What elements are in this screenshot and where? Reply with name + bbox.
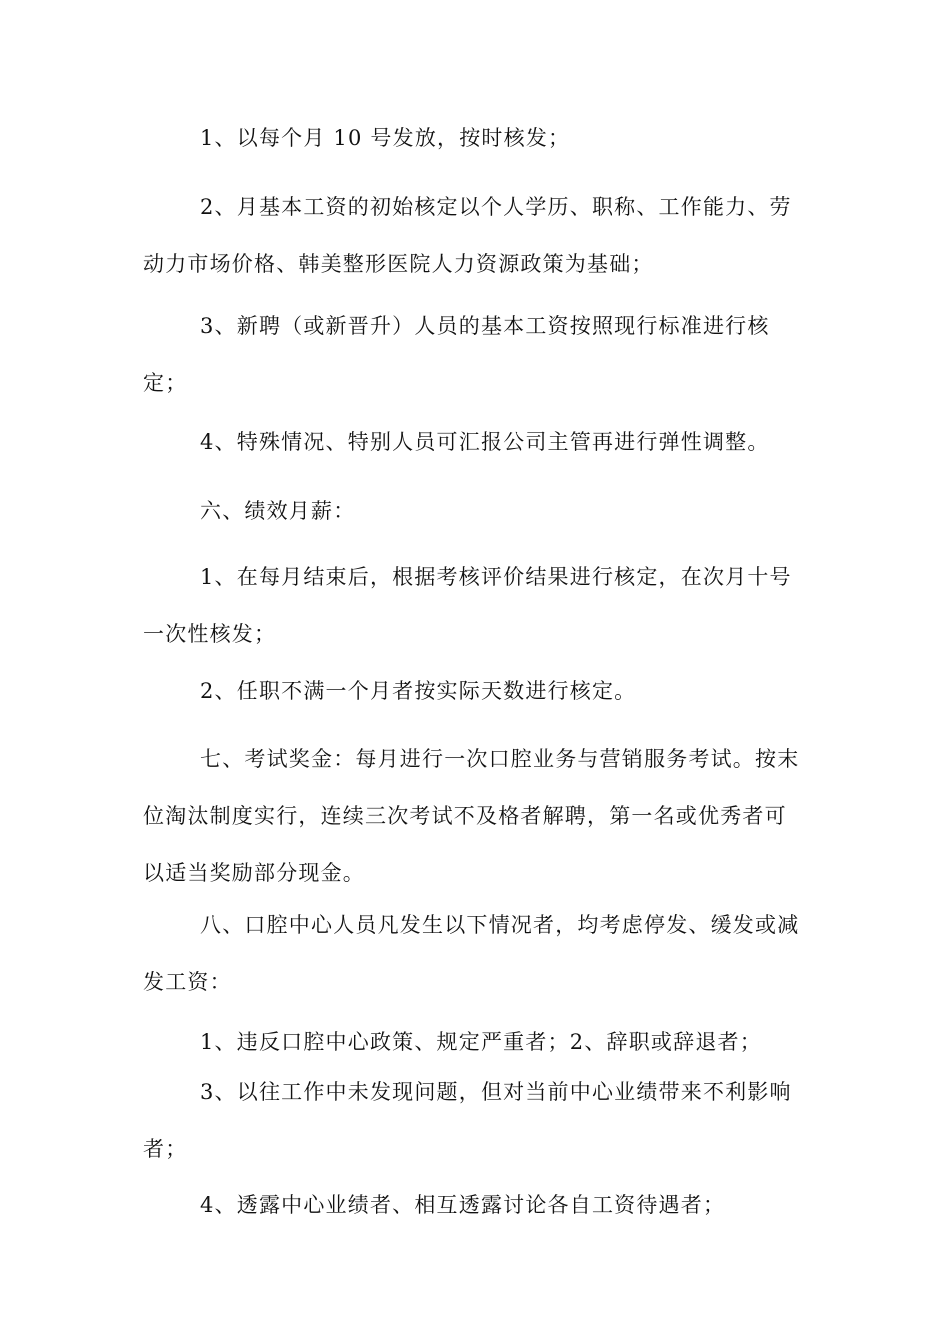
- paragraph-base-salary-basis: 2、月基本工资的初始核定以个人学历、职称、工作能力、劳动力市场价格、韩美整形医院人力资源政策为基础；: [143, 195, 792, 276]
- paragraph-salary-disclosure: 4、透露中心业绩者、相互透露讨论各自工资待遇者；: [200, 1193, 726, 1217]
- paragraph-exam-bonus: 七、考试奖金：每月进行一次口腔业务与营销服务考试。按末位淘汰制度实行，连续三次考试不及格者解聘，第一名或优秀者可以适当奖励部分现金。: [143, 747, 800, 885]
- paragraph-salary-date: 1、以每个月 10 号发放，按时核发；: [200, 126, 571, 150]
- section-heading-performance-pay: 六、绩效月薪：: [200, 499, 356, 523]
- paragraph-partial-month: 2、任职不满一个月者按实际天数进行核定。: [200, 679, 637, 703]
- paragraph-undiscovered-issues: 3、以往工作中未发现问题，但对当前中心业绩带来不利影响者；: [143, 1080, 792, 1161]
- paragraph-new-hire-salary: 3、新聘（或新晋升）人员的基本工资按照现行标准进行核定；: [143, 314, 770, 395]
- paragraph-policy-violation: 1、违反口腔中心政策、规定严重者；2、辞职或辞退者；: [200, 1030, 762, 1054]
- paragraph-special-adjustment: 4、特殊情况、特别人员可汇报公司主管再进行弹性调整。: [200, 430, 770, 454]
- paragraph-salary-withholding: 八、口腔中心人员凡发生以下情况者，均考虑停发、缓发或减发工资：: [143, 913, 800, 994]
- paragraph-performance-review: 1、在每月结束后，根据考核评价结果进行核定，在次月十号一次性核发；: [143, 565, 792, 646]
